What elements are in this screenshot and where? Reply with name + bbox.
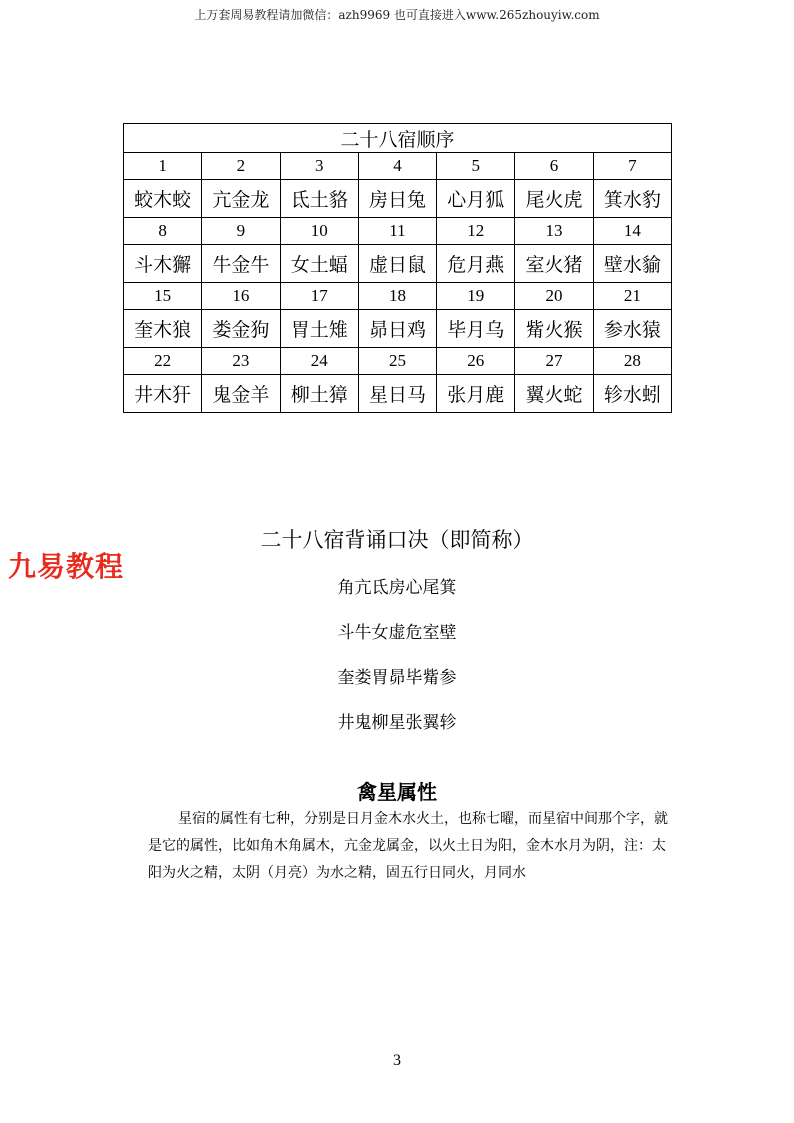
mansion-name: 尾火虎: [515, 180, 593, 218]
mansion-number: 5: [437, 153, 515, 180]
table-row: [124, 218, 672, 245]
mansion-number: 19: [437, 283, 515, 310]
mnemonic-line: 井鬼柳星张翼轸: [337, 713, 457, 733]
mansion-name: 亢金龙: [202, 180, 280, 218]
mansion-name: 女土蝠: [280, 245, 358, 283]
mansion-name: 鬼金羊: [202, 375, 280, 413]
mansion-number: 3: [280, 153, 358, 180]
mnemonic-line: 角亢氐房心尾箕: [337, 578, 457, 598]
mansion-number: 15: [124, 283, 202, 310]
table-row: [124, 153, 672, 180]
section-title: 禽星属性: [357, 780, 437, 804]
table-row: [124, 348, 672, 375]
mansion-name: 奎木狼: [124, 310, 202, 348]
mansion-number: 17: [280, 283, 358, 310]
mansion-name: 房日兔: [358, 180, 436, 218]
mansion-name: 娄金狗: [202, 310, 280, 348]
mansion-number: 4: [358, 153, 436, 180]
mansion-name: 张月鹿: [437, 375, 515, 413]
mansion-number: 20: [515, 283, 593, 310]
mnemonic-line: 斗牛女虚危室壁: [337, 623, 457, 643]
mansion-name: 斗木獬: [124, 245, 202, 283]
mansion-name: 牛金牛: [202, 245, 280, 283]
table-row: [124, 375, 672, 413]
mansion-number: 26: [437, 348, 515, 375]
mansion-number: 12: [437, 218, 515, 245]
table-row: [124, 310, 672, 348]
watermark-logo: 九易教程: [8, 550, 125, 583]
mansion-name: 井木犴: [124, 375, 202, 413]
mansion-name: 蛟木蛟: [124, 180, 202, 218]
table-title: 二十八宿顺序: [124, 124, 672, 153]
mansion-name: 昴日鸡: [358, 310, 436, 348]
header-note: 上万套周易教程请加微信：azh9969 也可直接进入www.265zhouyiw.com: [194, 8, 600, 22]
table-title-row: [124, 124, 672, 153]
mansion-number: 24: [280, 348, 358, 375]
mansion-number: 21: [593, 283, 671, 310]
table-row: [124, 245, 672, 283]
mansion-number: 7: [593, 153, 671, 180]
mansion-number: 1: [124, 153, 202, 180]
mansion-name: 箕水豹: [593, 180, 671, 218]
mansion-name: 毕月乌: [437, 310, 515, 348]
mansion-number: 8: [124, 218, 202, 245]
mansion-name: 壁水貐: [593, 245, 671, 283]
mansion-name: 氐土貉: [280, 180, 358, 218]
mansion-number: 10: [280, 218, 358, 245]
mansion-name: 胃土雉: [280, 310, 358, 348]
mansion-number: 23: [202, 348, 280, 375]
mansion-number: 13: [515, 218, 593, 245]
mansion-order-table: [123, 123, 672, 413]
mansion-name: 星日马: [358, 375, 436, 413]
mansion-number: 2: [202, 153, 280, 180]
section-paragraph: 星宿的属性有七种，分别是日月金木水火土，也称七曜，而星宿中间那个字，就是它的属性，比如角木角属木，亢金龙属金，以火土日为阳，金木水月为阴，注：太阳为火之精，太阴（月亮）为水之精，固五行日同火，月同水: [148, 811, 668, 881]
mansion-number: 14: [593, 218, 671, 245]
mansion-number: 16: [202, 283, 280, 310]
mansion-number: 9: [202, 218, 280, 245]
mansion-number: 28: [593, 348, 671, 375]
mnemonic-line: 奎娄胃昴毕觜参: [337, 668, 457, 688]
table-row: [124, 180, 672, 218]
mansion-number: 11: [358, 218, 436, 245]
mnemonic-title: 二十八宿背诵口决（即简称）: [260, 528, 534, 552]
mansion-number: 6: [515, 153, 593, 180]
mansion-name: 心月狐: [437, 180, 515, 218]
mansion-number: 27: [515, 348, 593, 375]
mansion-name: 柳土獐: [280, 375, 358, 413]
page-number: 3: [393, 1052, 401, 1069]
mansion-name: 翼火蛇: [515, 375, 593, 413]
mansion-number: 22: [124, 348, 202, 375]
mansion-name: 参水猿: [593, 310, 671, 348]
mansion-name: 室火猪: [515, 245, 593, 283]
mansion-name: 轸水蚓: [593, 375, 671, 413]
mansion-number: 25: [358, 348, 436, 375]
mansion-name: 觜火猴: [515, 310, 593, 348]
mansion-name: 危月燕: [437, 245, 515, 283]
mansion-number: 18: [358, 283, 436, 310]
mansion-name: 虚日鼠: [358, 245, 436, 283]
table-row: [124, 283, 672, 310]
